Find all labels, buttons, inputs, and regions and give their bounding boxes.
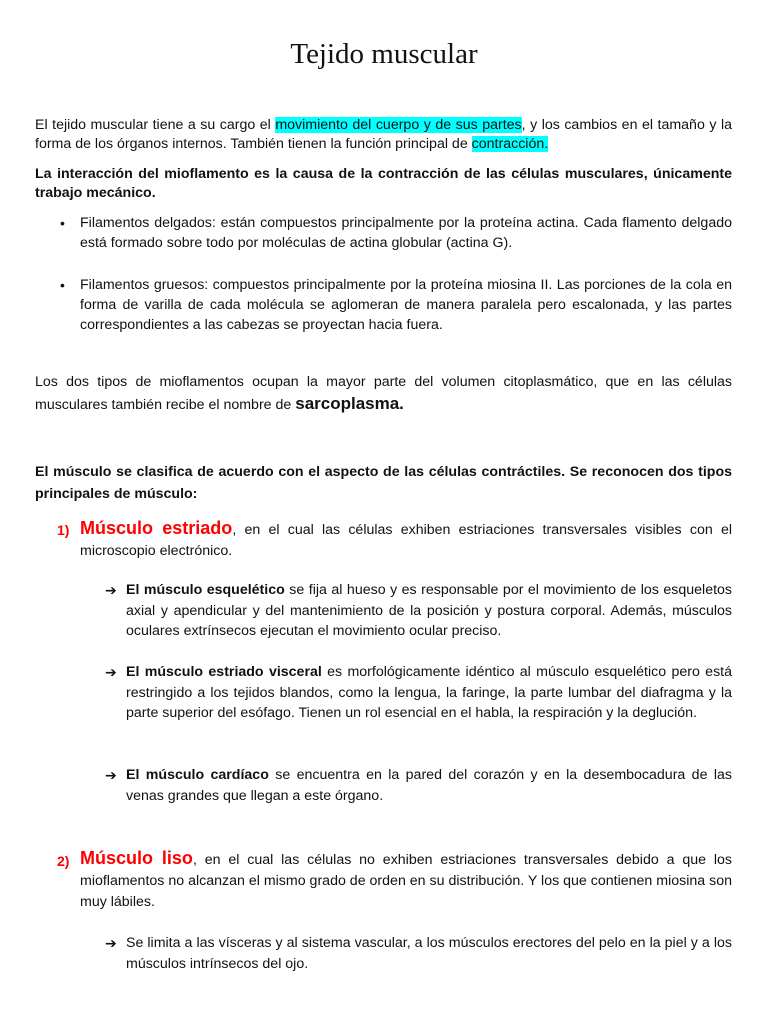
highlight-movimiento: movimiento del cuerpo y de sus partes (275, 117, 522, 133)
sarcoplasma-term: sarcoplasma. (295, 394, 404, 413)
intro-text-2: , y los cambios en el tamaño y la forma de los órganos internos. También tienen la función principal de (35, 117, 732, 152)
bullet-item-gruesos: Filamentos gruesos: compuestos principalmente por la proteína miosina II. Las porciones de la cola en forma de varilla de cada molécula se aglomeran de manera paralela pero escalonada, y las partes correspondientes a las cabezas se proyectan hacia fuera. (80, 277, 732, 333)
classification-paragraph: El músculo se clasifica de acuerdo con el aspecto de las células contráctiles. Se reconocen dos tipos principales de músculo: (35, 464, 732, 502)
bullet-marker: • (60, 277, 65, 293)
section-1-text: , en el cual las células exhiben estriaciones transversales visibles con el microscopio electrónico. (80, 522, 733, 559)
heading-musculo-estriado: Músculo estriado (80, 518, 233, 538)
arrow-icon: ➔ (105, 582, 117, 598)
section-number-2: 2) (57, 853, 70, 869)
highlight-contraccion: contracción. (471, 136, 549, 152)
item-musculo-esqueletico (126, 580, 732, 642)
item-musculo-liso-ubicacion (126, 933, 732, 974)
section-number-1: 1) (57, 522, 70, 538)
intro-text-1: El tejido muscular tiene a su cargo el (35, 117, 276, 133)
heading-musculo-liso: Músculo liso (80, 848, 193, 868)
item-text: Se limita a las vísceras y al sistema vascular, a los músculos erectores del pelo en la piel y a los músculos intrínsecos del ojo. (126, 935, 732, 972)
item-text: es morfológicamente idéntico al músculo esquelético pero está restringido a los tejidos blandos, como la lengua, la faringe, la parte lumbar del diafragma y la parte superior del esófago. Tienen un rol esencial en el habla, la respiración y la deglución. (126, 664, 732, 721)
item-text: se fija al hueso y es responsable por el movimiento de los esqueletos axial y apendicular y del mantenimiento de la posición y postura corporal. Además, músculos oculares extrínsecos ejecutan el movimiento ocular preciso. (126, 582, 733, 639)
section-2-text: , en el cual las células no exhiben estriaciones transversales debido a que los mioflamentos no alcanzan el mismo grado de orden en su distribución. Y los que contienen miosina son muy lábiles. (80, 852, 733, 910)
bullet-marker: • (60, 215, 65, 231)
intro-paragraph (35, 116, 732, 154)
section-1-intro (80, 518, 732, 562)
arrow-icon: ➔ (105, 767, 117, 783)
item-text: se encuentra en la pared del corazón y en la desembocadura de las venas grandes que llegan a este órgano. (126, 767, 732, 804)
item-musculo-cardiaco (126, 765, 732, 806)
bold-statement: La interacción del mioflamento es la causa de la contracción de las células musculares, únicamente trabajo mecánico. (35, 166, 732, 201)
item-musculo-estriado-visceral (126, 662, 732, 724)
section-2-intro (80, 848, 732, 913)
page-title: Tejido muscular (290, 38, 478, 70)
bullet-item-delgados: Filamentos delgados: están compuestos principalmente por la proteína actina. Cada flamento delgado está formado sobre todo por moléculas de actina globular (actina G). (80, 215, 732, 251)
item-term: El músculo cardíaco (126, 767, 269, 783)
arrow-icon: ➔ (105, 664, 117, 680)
myofilament-text: Los dos tipos de mioflamentos ocupan la mayor parte del volumen citoplasmático, que en las células musculares también recibe el nombre de (35, 374, 732, 413)
myofilament-paragraph (35, 372, 732, 416)
item-term: El músculo estriado visceral (126, 664, 322, 680)
arrow-icon: ➔ (105, 935, 117, 951)
item-term: El músculo esquelético (126, 582, 285, 598)
